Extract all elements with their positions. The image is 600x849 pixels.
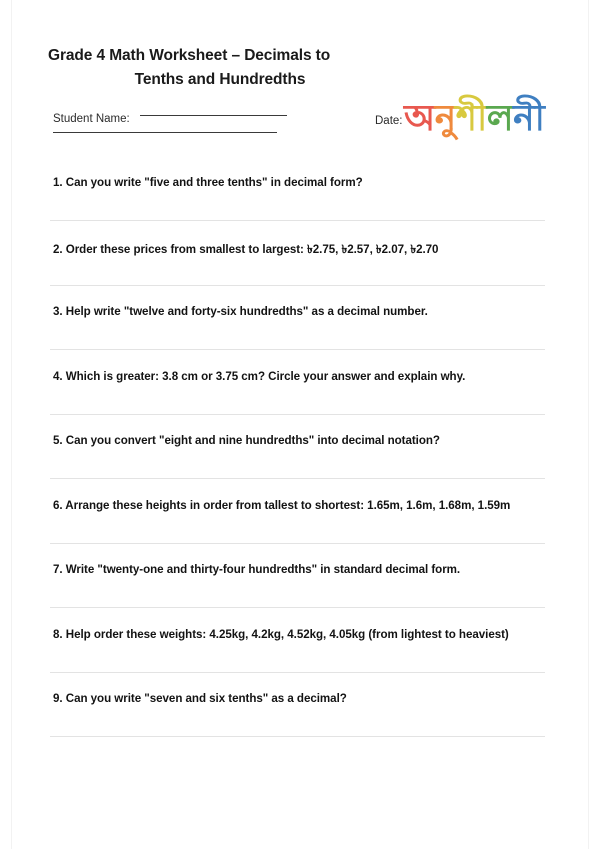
question-block (12, 170, 588, 235)
question-text: 3. Help write "twelve and forty-six hundredths" as a decimal number. (53, 305, 428, 318)
logo-letter-2: শী (455, 97, 487, 138)
question-block (12, 493, 588, 558)
question-block (12, 299, 588, 364)
logo-letter-3: ল (486, 97, 514, 138)
question-separator (50, 285, 545, 286)
page-title (50, 44, 390, 92)
question-text: 9. Can you write "seven and six tenths" as a decimal? (53, 692, 347, 705)
question-separator (50, 607, 545, 608)
question-text: 2. Order these prices from smallest to largest: ৳2.75, ৳2.57, ৳2.07, ৳2.70 (53, 242, 439, 256)
question-text: 8. Help order these weights: 4.25kg, 4.2kg, 4.52kg, 4.05kg (from lightest to heaviest) (53, 627, 509, 641)
page-title-line-2: Tenths and Hundredths (134, 71, 306, 88)
student-info-row (12, 113, 588, 147)
question-text: 5. Can you convert "eight and nine hundredths" into decimal notation? (53, 434, 440, 447)
question-block (12, 235, 588, 300)
question-separator (50, 543, 545, 544)
question-separator (50, 478, 545, 479)
page-title-line-1: Grade 4 Math Worksheet – Decimals to (48, 47, 331, 64)
question-separator (50, 736, 545, 737)
logo-letter-1: নু (434, 97, 456, 138)
question-separator (50, 349, 545, 350)
student-name-write-line-secondary[interactable] (53, 132, 277, 133)
question-list (12, 170, 588, 751)
question-block (12, 428, 588, 493)
question-text: 4. Which is greater: 3.8 cm or 3.75 cm? Circle your answer and explain why. (53, 369, 466, 383)
student-name-label: Student Name: (53, 113, 130, 125)
logo-letter-4: নী (513, 97, 545, 138)
question-block (12, 364, 588, 429)
question-block (12, 622, 588, 687)
question-block (12, 686, 588, 751)
question-separator (50, 414, 545, 415)
worksheet-page (12, 0, 588, 849)
date-label: Date: (375, 115, 403, 127)
question-separator (50, 220, 545, 221)
question-text: 1. Can you write "five and three tenths" in decimal form? (53, 176, 363, 189)
question-block (12, 557, 588, 622)
logo-letter-0: অ (404, 97, 435, 138)
student-name-write-line[interactable] (140, 115, 287, 116)
question-separator (50, 672, 545, 673)
question-text: 6. Arrange these heights in order from tallest to shortest: 1.65m, 1.6m, 1.68m, 1.59m (53, 498, 511, 512)
question-text: 7. Write "twenty-one and thirty-four hundredths" in standard decimal form. (53, 563, 461, 576)
